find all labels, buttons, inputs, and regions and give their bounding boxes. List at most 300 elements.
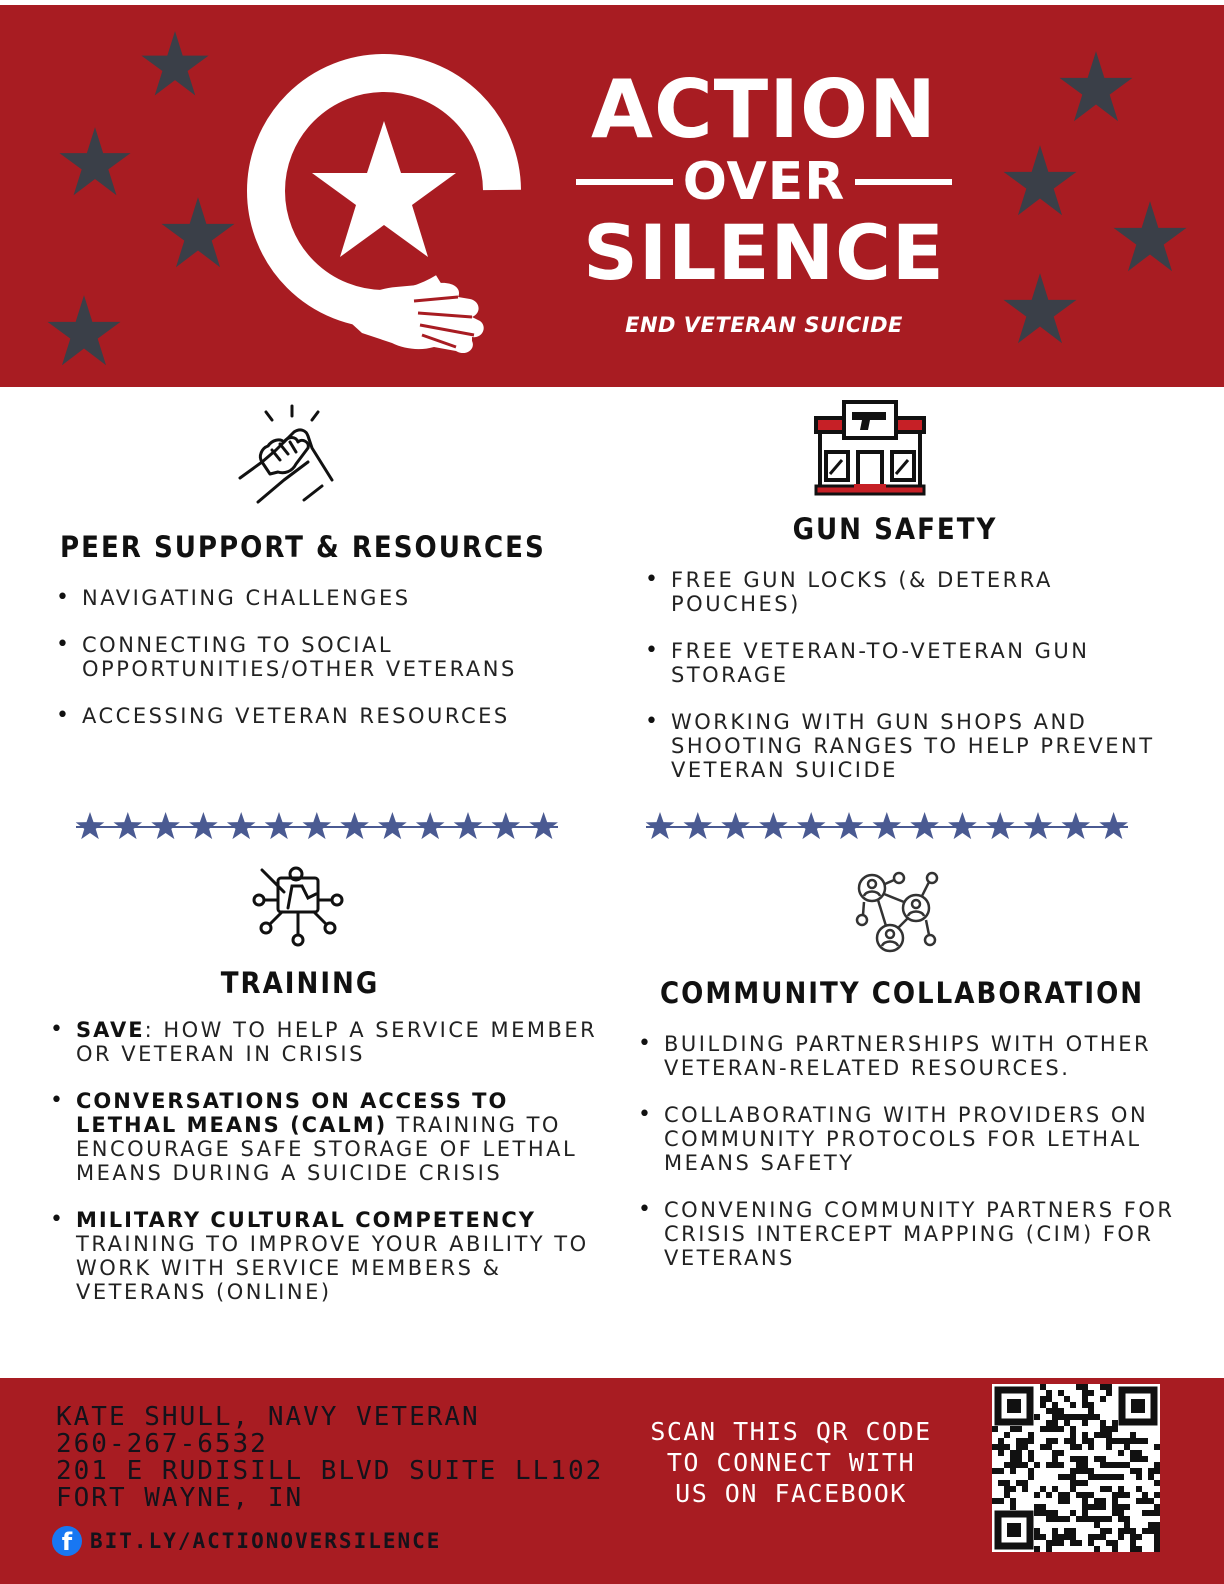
- gun-safety-heading: GUN SAFETY: [792, 512, 998, 546]
- list-item: [50, 1018, 610, 1066]
- qr-module: [1082, 1390, 1088, 1396]
- qr-module: [1082, 1492, 1088, 1498]
- star-icon: [58, 125, 132, 199]
- qr-module: [1100, 1462, 1106, 1468]
- qr-module: [1154, 1528, 1160, 1534]
- training-item-text: TRAINING TO IMPROVE YOUR ABILITY TO WORK WITH SERVICE MEMBERS & VETERANS (ONLINE): [76, 1232, 589, 1304]
- qr-module: [1010, 1486, 1016, 1492]
- qr-module: [992, 1468, 998, 1474]
- divider-star-icon: [303, 812, 332, 839]
- qr-module: [1136, 1486, 1142, 1492]
- qr-module: [1088, 1414, 1094, 1420]
- qr-module: [1052, 1510, 1058, 1516]
- star-icon: [46, 293, 122, 369]
- qr-module: [1124, 1444, 1130, 1450]
- facebook-link[interactable]: BIT.LY/ACTIONOVERSILENCE: [90, 1529, 442, 1553]
- peer-support-heading: PEER SUPPORT & RESOURCES: [60, 530, 546, 564]
- qr-module: [1088, 1474, 1094, 1480]
- qr-module: [1136, 1450, 1142, 1456]
- qr-module: [1130, 1534, 1136, 1540]
- qr-module: [1106, 1432, 1112, 1438]
- qr-module: [1010, 1468, 1016, 1474]
- qr-module: [1130, 1450, 1136, 1456]
- qr-module: [1016, 1456, 1022, 1462]
- qr-module: [1058, 1474, 1064, 1480]
- qr-module: [1118, 1450, 1124, 1456]
- divider-star-icon: [759, 812, 788, 839]
- qr-module: [1136, 1456, 1142, 1462]
- qr-module: [1016, 1462, 1022, 1468]
- qr-code[interactable]: [992, 1384, 1160, 1552]
- qr-module: [1112, 1438, 1118, 1444]
- list-item: • ACCESSING VETERAN RESOURCES: [56, 704, 596, 728]
- title-rule-left: [576, 179, 673, 185]
- qr-module: [1154, 1534, 1160, 1540]
- qr-module: [1004, 1462, 1010, 1468]
- training-list: [50, 1018, 610, 1327]
- contact-address-line2: FORT WAYNE, IN: [56, 1483, 304, 1513]
- qr-module: [1070, 1444, 1076, 1450]
- qr-module: [1040, 1534, 1046, 1540]
- qr-module: [1010, 1426, 1016, 1432]
- qr-module: [1058, 1426, 1064, 1432]
- qr-module: [1106, 1528, 1112, 1534]
- qr-module: [1082, 1480, 1088, 1486]
- qr-module: [1106, 1444, 1112, 1450]
- qr-module: [1112, 1498, 1118, 1504]
- qr-module: [1154, 1444, 1160, 1450]
- qr-module: [1130, 1468, 1136, 1474]
- qr-module: [1094, 1522, 1100, 1528]
- qr-module: [1154, 1492, 1160, 1498]
- qr-module: [1094, 1414, 1100, 1420]
- qr-module: [1088, 1402, 1094, 1408]
- qr-module: [1088, 1540, 1094, 1546]
- title-action: ACTION: [591, 63, 937, 156]
- qr-module: [1082, 1510, 1088, 1516]
- divider-star-icon: [454, 812, 483, 839]
- qr-module: [1064, 1396, 1070, 1402]
- facebook-link-row[interactable]: [52, 1526, 441, 1556]
- qr-module: [1142, 1492, 1148, 1498]
- qr-module: [1136, 1468, 1142, 1474]
- contact-address-line1: 201 E RUDISILL BLVD SUITE LL102: [56, 1456, 604, 1486]
- qr-module: [1124, 1462, 1130, 1468]
- qr-module: [1082, 1402, 1088, 1408]
- community-heading: COMMUNITY COLLABORATION: [660, 976, 1145, 1010]
- qr-module: [1088, 1504, 1094, 1510]
- qr-module: [1034, 1534, 1040, 1540]
- qr-module: [1154, 1522, 1160, 1528]
- qr-module: [1058, 1540, 1064, 1546]
- list-item: • COLLABORATING WITH PROVIDERS ON COMMUNITY PROTOCOLS FOR LETHAL MEANS SAFETY: [638, 1103, 1178, 1175]
- qr-module: [1094, 1432, 1100, 1438]
- handshake-grip-icon: [236, 402, 336, 508]
- qr-module: [1088, 1438, 1094, 1444]
- qr-module: [1124, 1528, 1130, 1534]
- qr-module: [1088, 1444, 1094, 1450]
- qr-module: [1070, 1426, 1076, 1432]
- qr-module: [1046, 1408, 1052, 1414]
- star-icon: [1002, 143, 1078, 219]
- qr-module: [1070, 1438, 1076, 1444]
- qr-module: [1052, 1528, 1058, 1534]
- qr-module: [998, 1438, 1004, 1444]
- title-silence: SILENCE: [583, 208, 945, 297]
- qr-module: [1058, 1534, 1064, 1540]
- title-over: OVER: [682, 152, 846, 212]
- qr-module: [1046, 1516, 1052, 1522]
- divider-star-icon: [416, 812, 445, 839]
- scan-line-1: SCAN THIS QR CODE: [650, 1417, 932, 1446]
- qr-module: [1136, 1534, 1142, 1540]
- divider-star-icon: [721, 812, 750, 839]
- gun-shop-icon: [814, 400, 926, 498]
- divider-star-icon: [1062, 812, 1091, 839]
- qr-module: [1130, 1546, 1136, 1552]
- divider-star-icon: [646, 812, 675, 839]
- qr-module: [1136, 1474, 1142, 1480]
- qr-module: [1004, 1432, 1010, 1438]
- qr-module: [1094, 1456, 1100, 1462]
- qr-module: [1064, 1492, 1070, 1498]
- qr-module: [1016, 1426, 1022, 1432]
- qr-module: [1076, 1516, 1082, 1522]
- qr-module: [1130, 1432, 1136, 1438]
- qr-module: [1100, 1426, 1106, 1432]
- divider-star-icon: [1024, 812, 1053, 839]
- qr-module: [1046, 1546, 1052, 1552]
- training-heading: TRAINING: [220, 966, 380, 1000]
- qr-module: [1058, 1390, 1064, 1396]
- contact-name: KATE SHULL, NAVY VETERAN: [56, 1402, 480, 1432]
- qr-module: [1136, 1438, 1142, 1444]
- scan-line-2: TO CONNECT WITH: [666, 1448, 916, 1477]
- qr-module: [1118, 1504, 1124, 1510]
- training-item-title: SAVE: [76, 1018, 145, 1042]
- qr-module: [1064, 1474, 1070, 1480]
- header-banner: [0, 5, 1224, 387]
- qr-module: [1004, 1486, 1010, 1492]
- qr-module: [1004, 1492, 1010, 1498]
- qr-module: [1028, 1432, 1034, 1438]
- qr-module: [1046, 1426, 1052, 1432]
- contact-phone[interactable]: 260-267-6532: [56, 1429, 268, 1459]
- qr-module: [1082, 1420, 1088, 1426]
- qr-module: [1148, 1474, 1154, 1480]
- qr-module: [1076, 1492, 1082, 1498]
- qr-module: [1046, 1510, 1052, 1516]
- qr-module: [1052, 1402, 1058, 1408]
- qr-module: [1034, 1546, 1040, 1552]
- qr-module: [1040, 1486, 1046, 1492]
- qr-module: [992, 1426, 998, 1432]
- divider-star-icon: [378, 812, 407, 839]
- qr-module: [1142, 1510, 1148, 1516]
- qr-module: [998, 1468, 1004, 1474]
- qr-module: [1052, 1462, 1058, 1468]
- qr-module: [1028, 1456, 1034, 1462]
- qr-module: [1034, 1414, 1040, 1420]
- qr-module: [1040, 1426, 1046, 1432]
- qr-module: [1154, 1540, 1160, 1546]
- qr-module: [1070, 1456, 1076, 1462]
- qr-module: [1070, 1486, 1076, 1492]
- divider-star-icon: [151, 812, 180, 839]
- qr-module: [1052, 1426, 1058, 1432]
- brand-title: [576, 63, 952, 297]
- qr-module: [1058, 1414, 1064, 1420]
- scan-instructions: [636, 1416, 946, 1509]
- qr-module: [1118, 1528, 1124, 1534]
- qr-module: [1088, 1468, 1094, 1474]
- qr-module: [1106, 1390, 1112, 1396]
- title-over-row: [576, 153, 952, 211]
- list-item: • CONVENING COMMUNITY PARTNERS FOR CRISIS INTERCEPT MAPPING (CIM) FOR VETERANS: [638, 1198, 1178, 1270]
- qr-module: [1118, 1486, 1124, 1492]
- qr-module: [1136, 1498, 1142, 1504]
- qr-module: [1106, 1474, 1112, 1480]
- qr-module: [1094, 1516, 1100, 1522]
- divider-star-icon: [76, 812, 105, 839]
- qr-module: [1082, 1504, 1088, 1510]
- contact-block: [56, 1404, 603, 1512]
- qr-module: [1022, 1438, 1028, 1444]
- list-item: [50, 1089, 610, 1185]
- qr-module: [1046, 1492, 1052, 1498]
- star-icon: [160, 195, 236, 271]
- qr-module: [1100, 1498, 1106, 1504]
- qr-module: [1040, 1396, 1046, 1402]
- qr-module: [1124, 1516, 1130, 1522]
- qr-module: [1082, 1384, 1088, 1390]
- qr-module: [1118, 1474, 1124, 1480]
- qr-module: [1106, 1462, 1112, 1468]
- qr-module: [1010, 1450, 1016, 1456]
- qr-module: [1010, 1462, 1016, 1468]
- qr-module: [1064, 1414, 1070, 1420]
- qr-module: [1088, 1516, 1094, 1522]
- qr-module: [1040, 1402, 1046, 1408]
- qr-module: [1112, 1492, 1118, 1498]
- qr-module: [1130, 1540, 1136, 1546]
- qr-module: [1118, 1462, 1124, 1468]
- qr-module: [1094, 1546, 1100, 1552]
- people-network-icon: [854, 868, 940, 954]
- qr-module: [1154, 1480, 1160, 1486]
- training-item-title: CONVERSATIONS ON ACCESS TO LETHAL MEANS (CALM): [76, 1089, 509, 1137]
- qr-module: [1052, 1450, 1058, 1456]
- qr-module: [1004, 1444, 1010, 1450]
- qr-module: [1064, 1516, 1070, 1522]
- list-item: • FREE GUN LOCKS (& DETERRA POUCHES): [645, 568, 1165, 616]
- qr-module: [1010, 1498, 1016, 1504]
- qr-module: [1040, 1384, 1046, 1390]
- qr-module: [998, 1444, 1004, 1450]
- title-rule-right: [855, 179, 952, 185]
- qr-module: [1076, 1384, 1082, 1390]
- qr-module: [1046, 1420, 1052, 1426]
- qr-module: [1070, 1534, 1076, 1540]
- qr-module: [1154, 1510, 1160, 1516]
- qr-module: [1100, 1474, 1106, 1480]
- qr-module: [1100, 1432, 1106, 1438]
- qr-module: [1064, 1498, 1070, 1504]
- qr-module: [1106, 1540, 1112, 1546]
- qr-module: [992, 1498, 998, 1504]
- divider-star-icon: [189, 812, 218, 839]
- qr-module: [1070, 1468, 1076, 1474]
- qr-module: [1052, 1540, 1058, 1546]
- qr-module: [998, 1498, 1004, 1504]
- qr-module: [1130, 1456, 1136, 1462]
- qr-module: [1082, 1468, 1088, 1474]
- qr-module: [1016, 1450, 1022, 1456]
- qr-module: [1148, 1522, 1154, 1528]
- qr-module: [1088, 1408, 1094, 1414]
- divider-star-icon: [265, 812, 294, 839]
- divider-star-icon: [340, 812, 369, 839]
- qr-module: [992, 1444, 998, 1450]
- qr-module: [1148, 1528, 1154, 1534]
- qr-module: [1118, 1492, 1124, 1498]
- qr-module: [1112, 1510, 1118, 1516]
- qr-module: [1034, 1504, 1040, 1510]
- qr-module: [1112, 1462, 1118, 1468]
- qr-module: [1076, 1444, 1082, 1450]
- qr-module: [1118, 1438, 1124, 1444]
- qr-module: [1028, 1450, 1034, 1456]
- qr-module: [1052, 1516, 1058, 1522]
- star-divider-right: [642, 810, 1132, 844]
- qr-module: [1058, 1498, 1064, 1504]
- qr-module: [1070, 1510, 1076, 1516]
- qr-module: [1046, 1462, 1052, 1468]
- list-item: • NAVIGATING CHALLENGES: [56, 586, 596, 610]
- qr-module: [1058, 1516, 1064, 1522]
- qr-module: [1100, 1384, 1106, 1390]
- qr-module: [1034, 1462, 1040, 1468]
- list-item: • BUILDING PARTNERSHIPS WITH OTHER VETERAN-RELATED RESOURCES.: [638, 1032, 1178, 1080]
- star-icon: [1058, 49, 1134, 125]
- divider-star-icon: [797, 812, 826, 839]
- qr-module: [1100, 1534, 1106, 1540]
- qr-module: [1046, 1540, 1052, 1546]
- qr-module: [1118, 1510, 1124, 1516]
- qr-module: [1004, 1480, 1010, 1486]
- qr-module: [1112, 1426, 1118, 1432]
- qr-module: [1076, 1456, 1082, 1462]
- qr-module: [1064, 1528, 1070, 1534]
- qr-module: [1046, 1444, 1052, 1450]
- qr-module: [1112, 1474, 1118, 1480]
- qr-module: [1022, 1462, 1028, 1468]
- star-divider-left: [72, 810, 562, 844]
- qr-module: [1082, 1396, 1088, 1402]
- qr-module: [1022, 1480, 1028, 1486]
- qr-module: [1046, 1390, 1052, 1396]
- circle-star-handshake-logo: [244, 51, 530, 353]
- divider-star-icon: [529, 812, 558, 839]
- qr-module: [1124, 1504, 1130, 1510]
- qr-module: [1100, 1486, 1106, 1492]
- qr-module: [1052, 1420, 1058, 1426]
- qr-module: [1142, 1498, 1148, 1504]
- qr-module: [1082, 1432, 1088, 1438]
- qr-module: [1094, 1474, 1100, 1480]
- training-item-text: TRAINING TO ENCOURAGE SAFE STORAGE OF LETHAL MEANS DURING A SUICIDE CRISIS: [76, 1113, 578, 1185]
- qr-module: [1070, 1528, 1076, 1534]
- qr-module: [1154, 1462, 1160, 1468]
- peer-support-list: [56, 586, 596, 751]
- qr-module: [1154, 1468, 1160, 1474]
- qr-module: [1088, 1390, 1094, 1396]
- qr-module: [1094, 1504, 1100, 1510]
- scan-line-3: US ON FACEBOOK: [675, 1479, 907, 1508]
- qr-module: [1052, 1414, 1058, 1420]
- qr-module: [1106, 1438, 1112, 1444]
- qr-module: [1058, 1462, 1064, 1468]
- qr-module: [1046, 1438, 1052, 1444]
- qr-module: [1100, 1504, 1106, 1510]
- star-icon: [1112, 199, 1188, 275]
- qr-module: [1106, 1486, 1112, 1492]
- star-icon: [1002, 271, 1078, 347]
- qr-module: [1094, 1498, 1100, 1504]
- qr-module: [1070, 1540, 1076, 1546]
- qr-module: [1058, 1450, 1064, 1456]
- qr-module: [1076, 1468, 1082, 1474]
- qr-module: [1028, 1474, 1034, 1480]
- qr-module: [1154, 1546, 1160, 1552]
- qr-module: [1058, 1408, 1064, 1414]
- qr-module: [1112, 1540, 1118, 1546]
- qr-module: [1064, 1420, 1070, 1426]
- divider-star-icon: [910, 812, 939, 839]
- qr-module: [1052, 1438, 1058, 1444]
- qr-module: [1010, 1504, 1016, 1510]
- qr-module: [1016, 1444, 1022, 1450]
- qr-module: [1118, 1516, 1124, 1522]
- qr-module: [1100, 1516, 1106, 1522]
- qr-module: [1058, 1492, 1064, 1498]
- divider-star-icon: [492, 812, 521, 839]
- qr-module: [1046, 1396, 1052, 1402]
- training-item-title: MILITARY CULTURAL COMPETENCY: [76, 1208, 537, 1232]
- divider-star-icon: [835, 812, 864, 839]
- qr-module: [1148, 1510, 1154, 1516]
- qr-module: [1130, 1438, 1136, 1444]
- qr-module: [1082, 1516, 1088, 1522]
- qr-module: [1112, 1546, 1118, 1552]
- qr-module: [1022, 1486, 1028, 1492]
- divider-star-icon: [114, 812, 143, 839]
- qr-module: [1040, 1504, 1046, 1510]
- qr-module: [1034, 1492, 1040, 1498]
- qr-module: [1076, 1414, 1082, 1420]
- qr-module: [1064, 1438, 1070, 1444]
- qr-module: [1112, 1420, 1118, 1426]
- qr-module: [1070, 1414, 1076, 1420]
- qr-module: [1076, 1480, 1082, 1486]
- divider-star-icon: [873, 812, 902, 839]
- qr-module: [998, 1480, 1004, 1486]
- footer-banner: [0, 1378, 1224, 1584]
- qr-module: [1022, 1444, 1028, 1450]
- qr-module: [1106, 1426, 1112, 1432]
- community-list: [638, 1032, 1178, 1293]
- qr-module: [1082, 1414, 1088, 1420]
